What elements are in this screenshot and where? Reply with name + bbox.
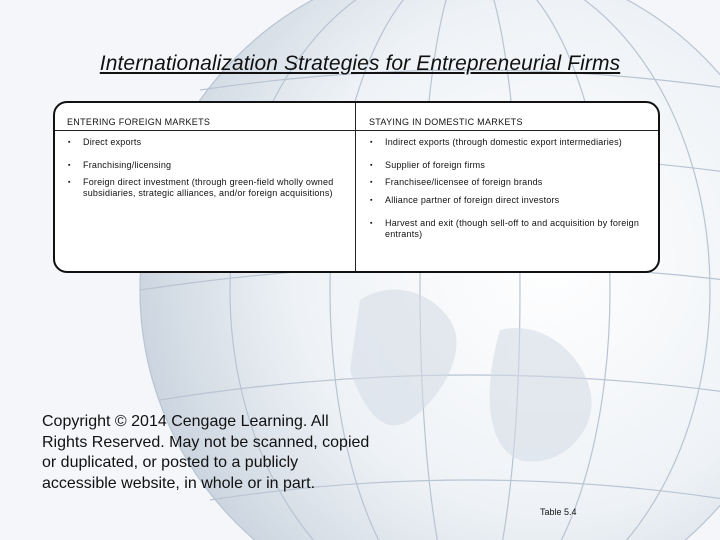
list-item: ▪ Franchisee/licensee of foreign brands: [369, 177, 649, 188]
right-column-header: STAYING IN DOMESTIC MARKETS: [369, 117, 523, 127]
list-item: ▪ Direct exports: [67, 137, 347, 148]
table-label: Table 5.4: [540, 507, 577, 517]
list-item: ▪ Supplier of foreign firms: [369, 160, 649, 171]
list-item: ▪ Harvest and exit (though sell-off to and acquisition by foreign entrants): [369, 218, 649, 240]
staying-list: [369, 137, 649, 240]
list-item: ▪ Foreign direct investment (through green-field wholly owned subsidiaries, strategic alliances, and/or foreign acquisitions): [67, 177, 347, 199]
copyright-notice: Copyright © 2014 Cengage Learning. All Rights Reserved. May not be scanned, copied or duplicated, or posted to a publicly accessible website, in whole or in part.: [42, 413, 370, 492]
list-item: ▪ Indirect exports (through domestic export intermediaries): [369, 137, 649, 148]
entering-list: [67, 137, 347, 199]
slide-title: Internationalization Strategies for Entrepreneurial Firms: [99, 52, 621, 75]
strategy-table: [53, 101, 660, 273]
list-item: ▪ Franchising/licensing: [67, 160, 347, 171]
left-column-header: ENTERING FOREIGN MARKETS: [67, 117, 211, 127]
list-item: ▪ Alliance partner of foreign direct investors: [369, 195, 649, 206]
column-divider: [355, 103, 356, 271]
header-divider: [55, 130, 658, 131]
